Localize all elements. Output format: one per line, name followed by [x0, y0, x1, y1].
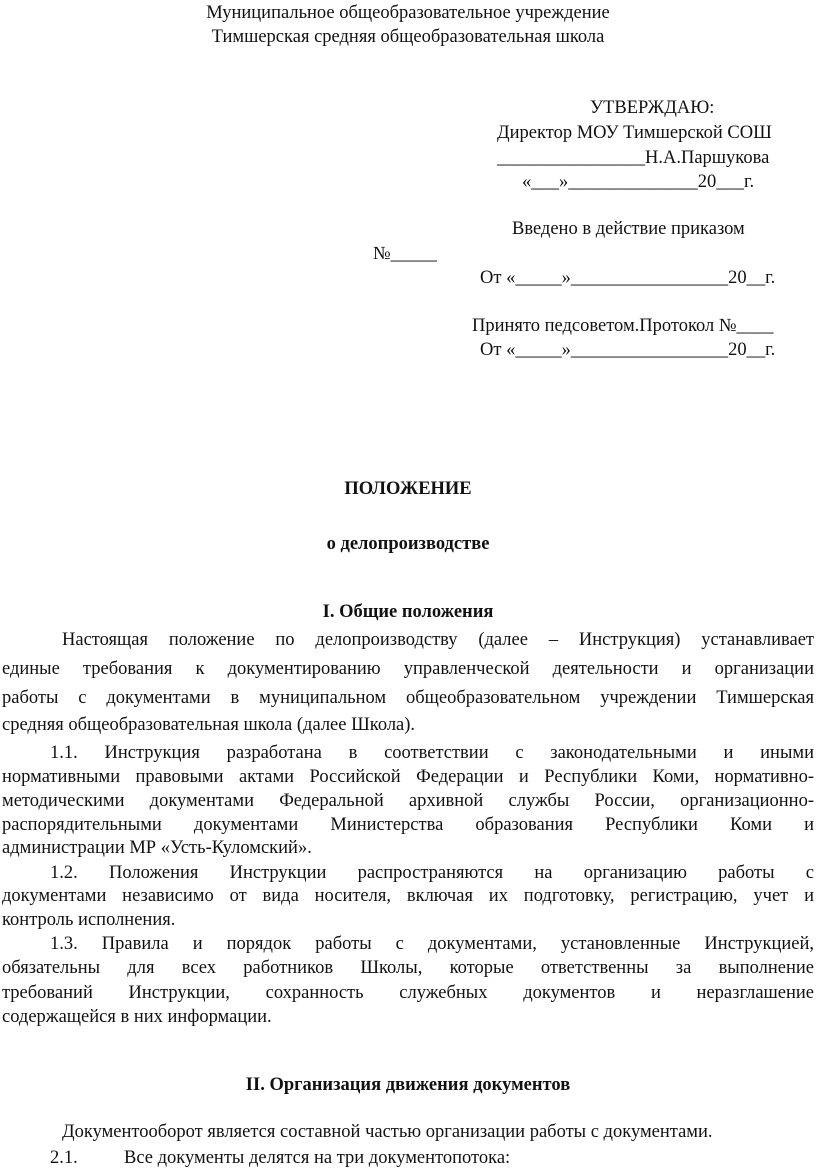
- council-protocol: Принято педсоветом.Протокол №____: [472, 316, 774, 336]
- paragraph-1-1-line: нормативными правовыми актами Российской Федерации и Республики Коми, нормативно-: [2, 767, 814, 787]
- paragraph-1-1-line: методическими документами Федеральной архивной службы России, организационно-: [2, 791, 814, 811]
- paragraph-1-1-line: распорядительными документами Министерства образования Республики Коми и: [2, 815, 814, 835]
- institution-name-line2: Тимшерская средняя общеобразовательная школа: [211, 27, 605, 47]
- paragraph-1-3-line: обязательны для всех работников Школы, которые ответственны за выполнение: [2, 958, 814, 978]
- approval-title: УТВЕРЖДАЮ:: [590, 98, 715, 118]
- paragraph-1-1-line: администрации МР «Усть-Куломский».: [2, 838, 312, 858]
- section1-intro-line: средняя общеобразовательная школа (далее Школа).: [2, 715, 416, 735]
- section2-heading: II. Организация движения документов: [245, 1075, 571, 1095]
- approval-signature: ________________Н.А.Паршукова: [497, 148, 770, 168]
- institution-name-line1: Муниципальное общеобразовательное учреждение: [206, 3, 610, 23]
- order-date: От «_____»_________________20__г.: [480, 268, 776, 288]
- section1-intro-line: работы с документами в муниципальном общеобразовательном учреждении Тимшерская: [2, 688, 814, 708]
- order-intro: Введено в действие приказом: [512, 219, 745, 239]
- paragraph-1-2-line: документами независимо от вида носителя, включая их подготовку, регистрацию, учет и: [2, 886, 814, 906]
- paragraph-1-2-line: контроль исполнения.: [2, 910, 176, 930]
- paragraph-1-2-line: 1.2. Положения Инструкции распространяются на организацию работы с: [50, 863, 814, 883]
- paragraph-1-1-line: 1.1. Инструкция разработана в соответствии с законодательными и иными: [50, 743, 814, 763]
- approval-director: Директор МОУ Тимшерской СОШ: [497, 123, 772, 143]
- section1-heading: I. Общие положения: [322, 602, 494, 622]
- section2-intro: Документооборот является составной частью организации работы с документами.: [62, 1122, 713, 1142]
- council-date: От «_____»_________________20__г.: [480, 340, 776, 360]
- paragraph-1-3-line: требований Инструкции, сохранность служебных документов и неразглашение: [2, 983, 814, 1003]
- paragraph-2-1-text: Все документы делятся на три документопотока:: [124, 1148, 511, 1168]
- order-number: №_____: [373, 244, 437, 264]
- approval-date: «___»______________20___г.: [522, 172, 755, 192]
- document-subtitle: о делопроизводстве: [326, 534, 490, 554]
- section1-intro-line: единые требования к документированию управленческой деятельности и организации: [2, 659, 814, 679]
- paragraph-1-3-line: содержащейся в них информации.: [2, 1007, 272, 1027]
- document-title: ПОЛОЖЕНИЕ: [344, 479, 472, 499]
- section1-intro-line: Настоящая положение по делопроизводству (далее – Инструкция) устанавливает: [62, 630, 814, 650]
- paragraph-2-1-number: 2.1.: [50, 1148, 78, 1168]
- paragraph-1-3-line: 1.3. Правила и порядок работы с документами, установленные Инструкцией,: [50, 934, 814, 954]
